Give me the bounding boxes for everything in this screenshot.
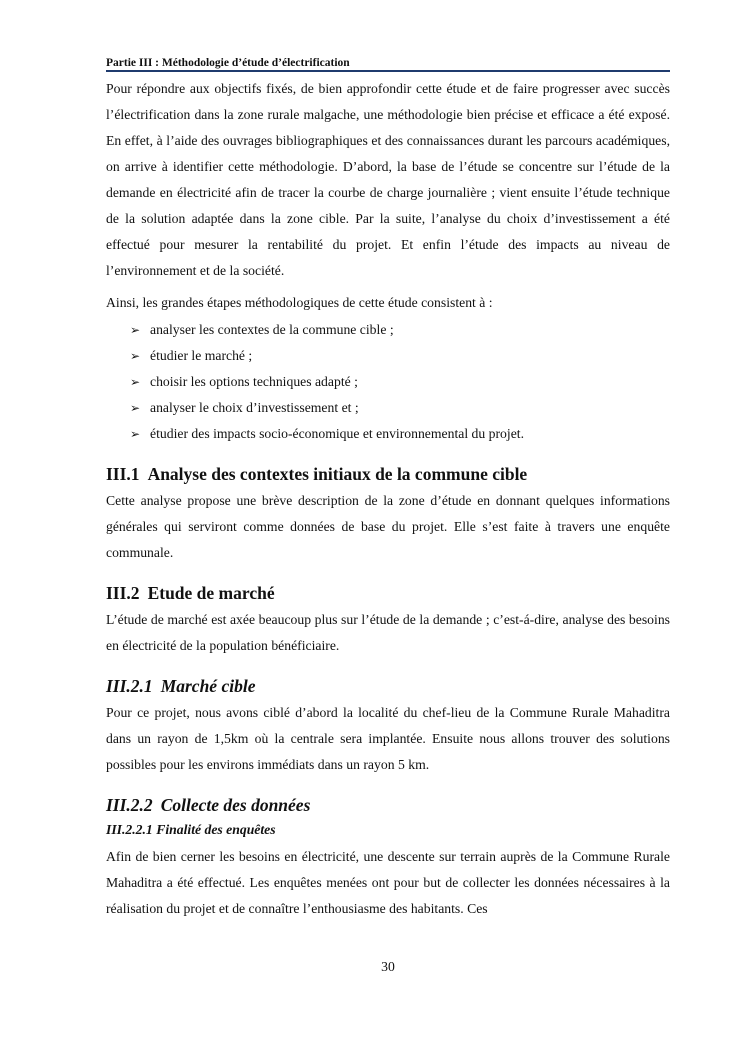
arrow-bullet-icon: ➢ <box>130 427 141 441</box>
section-III-1-text: Cette analyse propose une brève description de la zone d’étude en donnant quelques informations générales qui serviront comme données de base du projet. Elle s’est faite à travers une enquête communale. <box>106 493 670 560</box>
list-item: ➢ choisir les options techniques adapté ; <box>130 369 670 395</box>
steps-intro: Ainsi, les grandes étapes méthodologiques de cette étude consistent à : <box>106 295 493 310</box>
list-item: ➢ étudier des impacts socio-économique et environnemental du projet. <box>130 421 670 447</box>
arrow-bullet-icon: ➢ <box>130 323 141 337</box>
section-heading-III-2-1: III.2.1 Marché cible <box>106 676 256 696</box>
running-header: Partie III : Méthodologie d’étude d’électrification <box>106 57 670 72</box>
intro-paragraph: Pour répondre aux objectifs fixés, de bien approfondir cette étude et de faire progresser avec succès l’électrification dans la zone rurale malgache, une méthodologie bien précise et efficace a été exposé. En effet, à l’aide des ouvrages bibliographiques et des connaissances durant les parcours académiques, on arrive à identifier cette méthodologie. D’abord, la base de l’étude se concentre sur l’étude de la demande en électricité afin de tracer la courbe de charge journalière ; vient ensuite l’étude technique de la solution adaptée dans la zone cible. Par la suite, l’analyse du choix d’investissement a été effectué pour mesurer la rentabilité du projet. Et enfin l’étude des impacts au niveau de l’environnement et de la société. <box>106 81 670 278</box>
list-item: ➢ analyser le choix d’investissement et ; <box>130 395 670 421</box>
section-III-2-1-text: Pour ce projet, nous avons ciblé d’abord la localité du chef-lieu de la Commune Rurale Mahaditra dans un rayon de 1,5km où la centrale sera implantée. Ensuite nous allons trouver des solutions possibles pour les environs immédiats dans un rayon 5 km. <box>106 705 670 772</box>
steps-list <box>130 317 670 447</box>
section-heading-III-2-2: III.2.2 Collecte des données <box>106 795 311 815</box>
section-heading-III-1: III.1 Analyse des contextes initiaux de la commune cible <box>106 464 528 484</box>
section-III-2-text: L’étude de marché est axée beaucoup plus sur l’étude de la demande ; c’est-á-dire, analyse des besoins en électricité de la population bénéficiaire. <box>106 612 670 653</box>
subsection-heading-III-2-2-1: III.2.2.1 Finalité des enquêtes <box>106 822 276 837</box>
page-number: 30 <box>381 959 395 974</box>
arrow-bullet-icon: ➢ <box>130 401 141 415</box>
page-content <box>106 76 670 922</box>
list-item: ➢ analyser les contextes de la commune cible ; <box>130 317 670 343</box>
arrow-bullet-icon: ➢ <box>130 375 141 389</box>
arrow-bullet-icon: ➢ <box>130 349 141 363</box>
list-item: ➢ étudier le marché ; <box>130 343 670 369</box>
section-III-2-2-1-text: Afin de bien cerner les besoins en électricité, une descente sur terrain auprès de la Commune Rurale Mahaditra a été effectué. Les enquêtes menées ont pour but de collecter les données nécessaires à la réalisation du projet et de connaître l’enthousiasme des habitants. Ces <box>106 849 670 916</box>
section-heading-III-2: III.2 Etude de marché <box>106 583 275 603</box>
